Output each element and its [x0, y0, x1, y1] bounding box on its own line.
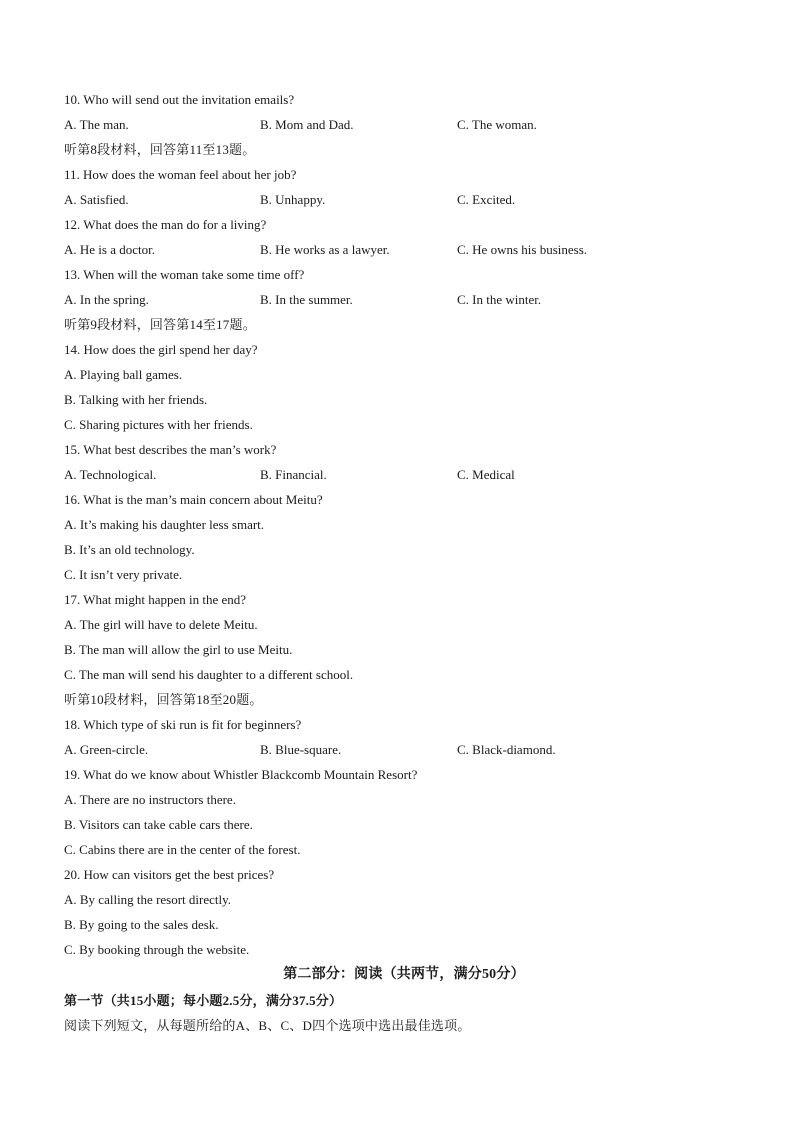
- question-stem: 18. Which type of ski run is fit for beginners?: [64, 717, 302, 732]
- question-stem: 16. What is the man’s main concern about Meitu?: [64, 492, 323, 507]
- option-b: B. The man will allow the girl to use Meitu.: [64, 642, 293, 657]
- listening-instruction: 听第10段材料，回答第18至20题。: [64, 692, 263, 707]
- option-b: B. It’s an old technology.: [64, 542, 195, 557]
- option-c: C. The woman.: [457, 117, 537, 132]
- part-two-title: 第二部分：阅读（共两节，满分50分）: [283, 967, 525, 982]
- option-b: B. Mom and Dad.: [260, 117, 354, 132]
- option-a: A. Playing ball games.: [64, 367, 183, 382]
- option-a: A. Green-circle.: [64, 742, 149, 757]
- option-c: C. In the winter.: [457, 292, 542, 307]
- option-c: C. It isn’t very private.: [64, 567, 183, 582]
- option-a: A. It’s making his daughter less smart.: [64, 517, 265, 532]
- option-a: A. Technological.: [64, 467, 157, 482]
- option-a: A. The girl will have to delete Meitu.: [64, 617, 258, 632]
- options-row: [64, 237, 744, 262]
- option-c: C. Sharing pictures with her friends.: [64, 417, 253, 432]
- listening-instruction: 听第8段材料，回答第11至13题。: [64, 142, 256, 157]
- option-a: A. Satisfied.: [64, 192, 129, 207]
- question-stem: 19. What do we know about Whistler Blackcomb Mountain Resort?: [64, 767, 418, 782]
- option-a: A. He is a doctor.: [64, 242, 155, 257]
- options-row: [64, 462, 744, 487]
- question-stem: 14. How does the girl spend her day?: [64, 342, 258, 357]
- options-row: [64, 187, 744, 212]
- option-c: C. Cabins there are in the center of the forest.: [64, 842, 301, 857]
- exam-page: [64, 87, 744, 1038]
- question-stem: 20. How can visitors get the best prices?: [64, 867, 275, 882]
- question-stem: 12. What does the man do for a living?: [64, 217, 267, 232]
- option-b: B. Talking with her friends.: [64, 392, 208, 407]
- option-a: A. By calling the resort directly.: [64, 892, 232, 907]
- option-b: B. In the summer.: [260, 292, 353, 307]
- option-c: C. Black-diamond.: [457, 742, 556, 757]
- option-b: B. Financial.: [260, 467, 327, 482]
- question-stem: 10. Who will send out the invitation emails?: [64, 92, 295, 107]
- reading-instruction: 阅读下列短文，从每题所给的A、B、C、D四个选项中选出最佳选项。: [64, 1018, 471, 1033]
- listening-instruction: 听第9段材料，回答第14至17题。: [64, 317, 256, 332]
- option-b: B. By going to the sales desk.: [64, 917, 219, 932]
- options-row: [64, 112, 744, 137]
- option-a: A. In the spring.: [64, 292, 149, 307]
- section-one-heading: 第一节（共15小题；每小题2.5分，满分37.5分）: [64, 993, 343, 1008]
- options-row: [64, 287, 744, 312]
- question-stem: 17. What might happen in the end?: [64, 592, 247, 607]
- option-b: B. Blue-square.: [260, 742, 342, 757]
- option-b: B. Visitors can take cable cars there.: [64, 817, 253, 832]
- option-a: A. The man.: [64, 117, 129, 132]
- question-stem: 15. What best describes the man’s work?: [64, 442, 277, 457]
- option-c: C. He owns his business.: [457, 242, 588, 257]
- options-row: [64, 737, 744, 762]
- option-c: C. Excited.: [457, 192, 516, 207]
- option-c: C. By booking through the website.: [64, 942, 250, 957]
- option-c: C. The man will send his daughter to a different school.: [64, 667, 354, 682]
- option-b: B. Unhappy.: [260, 192, 326, 207]
- option-b: B. He works as a lawyer.: [260, 242, 390, 257]
- option-a: A. There are no instructors there.: [64, 792, 236, 807]
- question-stem: 13. When will the woman take some time off?: [64, 267, 305, 282]
- option-c: C. Medical: [457, 467, 515, 482]
- question-stem: 11. How does the woman feel about her job?: [64, 167, 297, 182]
